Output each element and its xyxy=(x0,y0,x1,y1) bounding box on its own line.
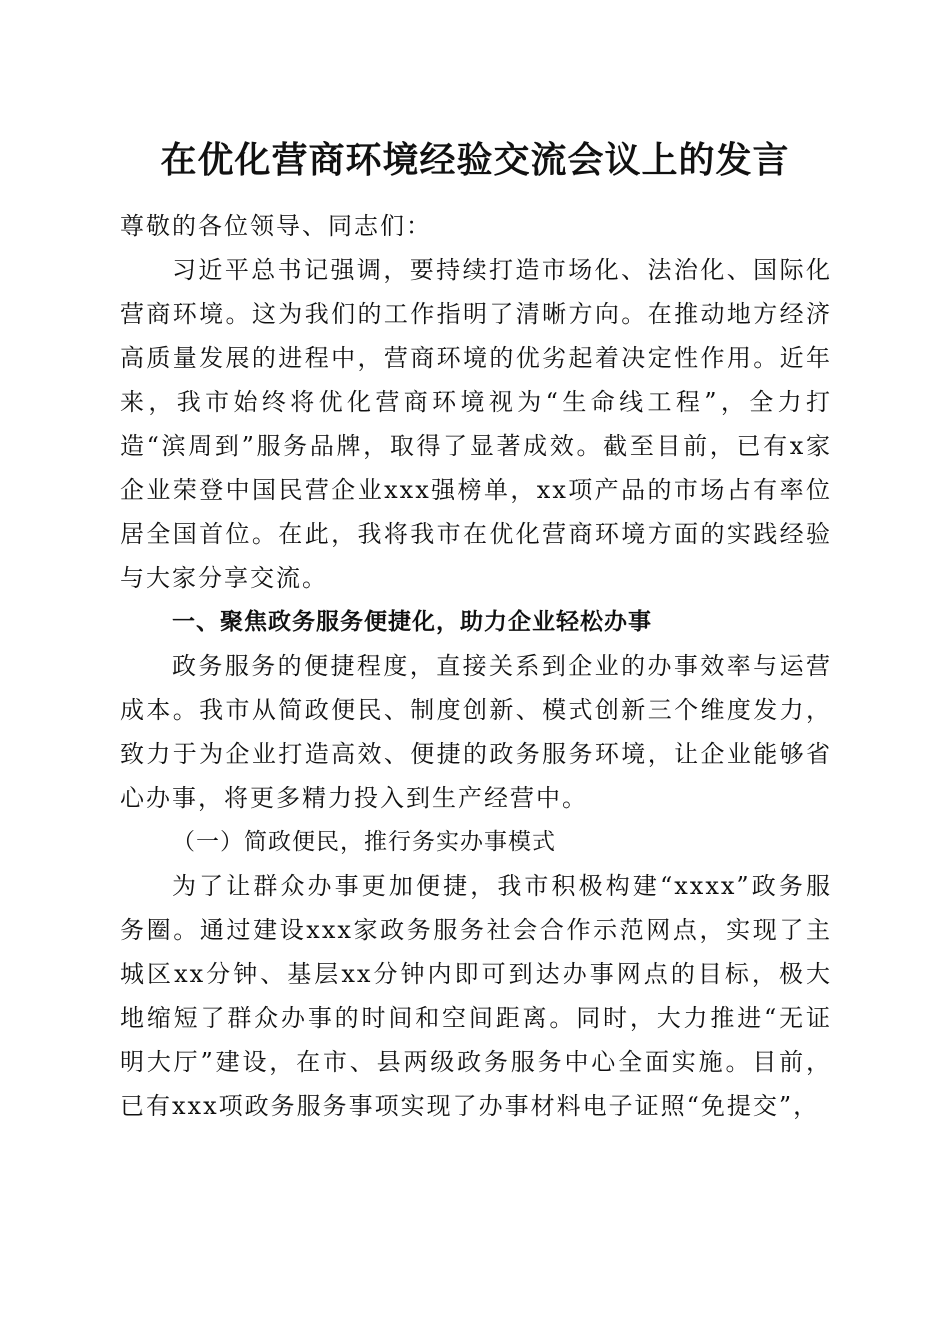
section-1-paragraph: 政务服务的便捷程度，直接关系到企业的办事效率与运营成本。我市从简政便民、制度创新、模式创新三个维度发力，致力于为企业打造高效、便捷的政务服务环境，让企业能够省心办事，将更多精力投入到生产经营中。 xyxy=(120,652,832,812)
salutation: 尊敬的各位领导、同志们： xyxy=(120,212,432,240)
intro-paragraph: 习近平总书记强调，要持续打造市场化、法治化、国际化营商环境。这为我们的工作指明了清晰方向。在推动地方经济高质量发展的进程中，营商环境的优劣起着决定性作用。近年来，我市始终将优化营商环境视为“生命线工程”，全力打造“滨周到”服务品牌，取得了显著成效。截至目前，已有x家企业荣登中国民营企业xxx强榜单，xx项产品的市场占有率位居全国首位。在此，我将我市在优化营商环境方面的实践经验与大家分享交流。 xyxy=(120,256,832,592)
section-heading-1: 一、聚焦政务服务便捷化，助力企业轻松办事 xyxy=(172,609,652,635)
document-title: 在优化营商环境经验交流会议上的发言 xyxy=(160,139,790,181)
document-body xyxy=(120,204,832,1128)
subsection-1-paragraph: 为了让群众办事更加便捷，我市积极构建“xxxx”政务服务圈。通过建设xxx家政务服务社会合作示范网点，实现了主城区xx分钟、基层xx分钟内即可到达办事网点的目标，极大地缩短了群众办事的时间和空间距离。同时，大力推进“无证明大厅”建设，在市、县两级政务服务中心全面实施。目前，已有xxx项政务服务事项实现了办事材料电子证照“免提交”， xyxy=(120,872,832,1120)
subsection-heading-1: （一）简政便民，推行务实办事模式 xyxy=(172,829,556,855)
